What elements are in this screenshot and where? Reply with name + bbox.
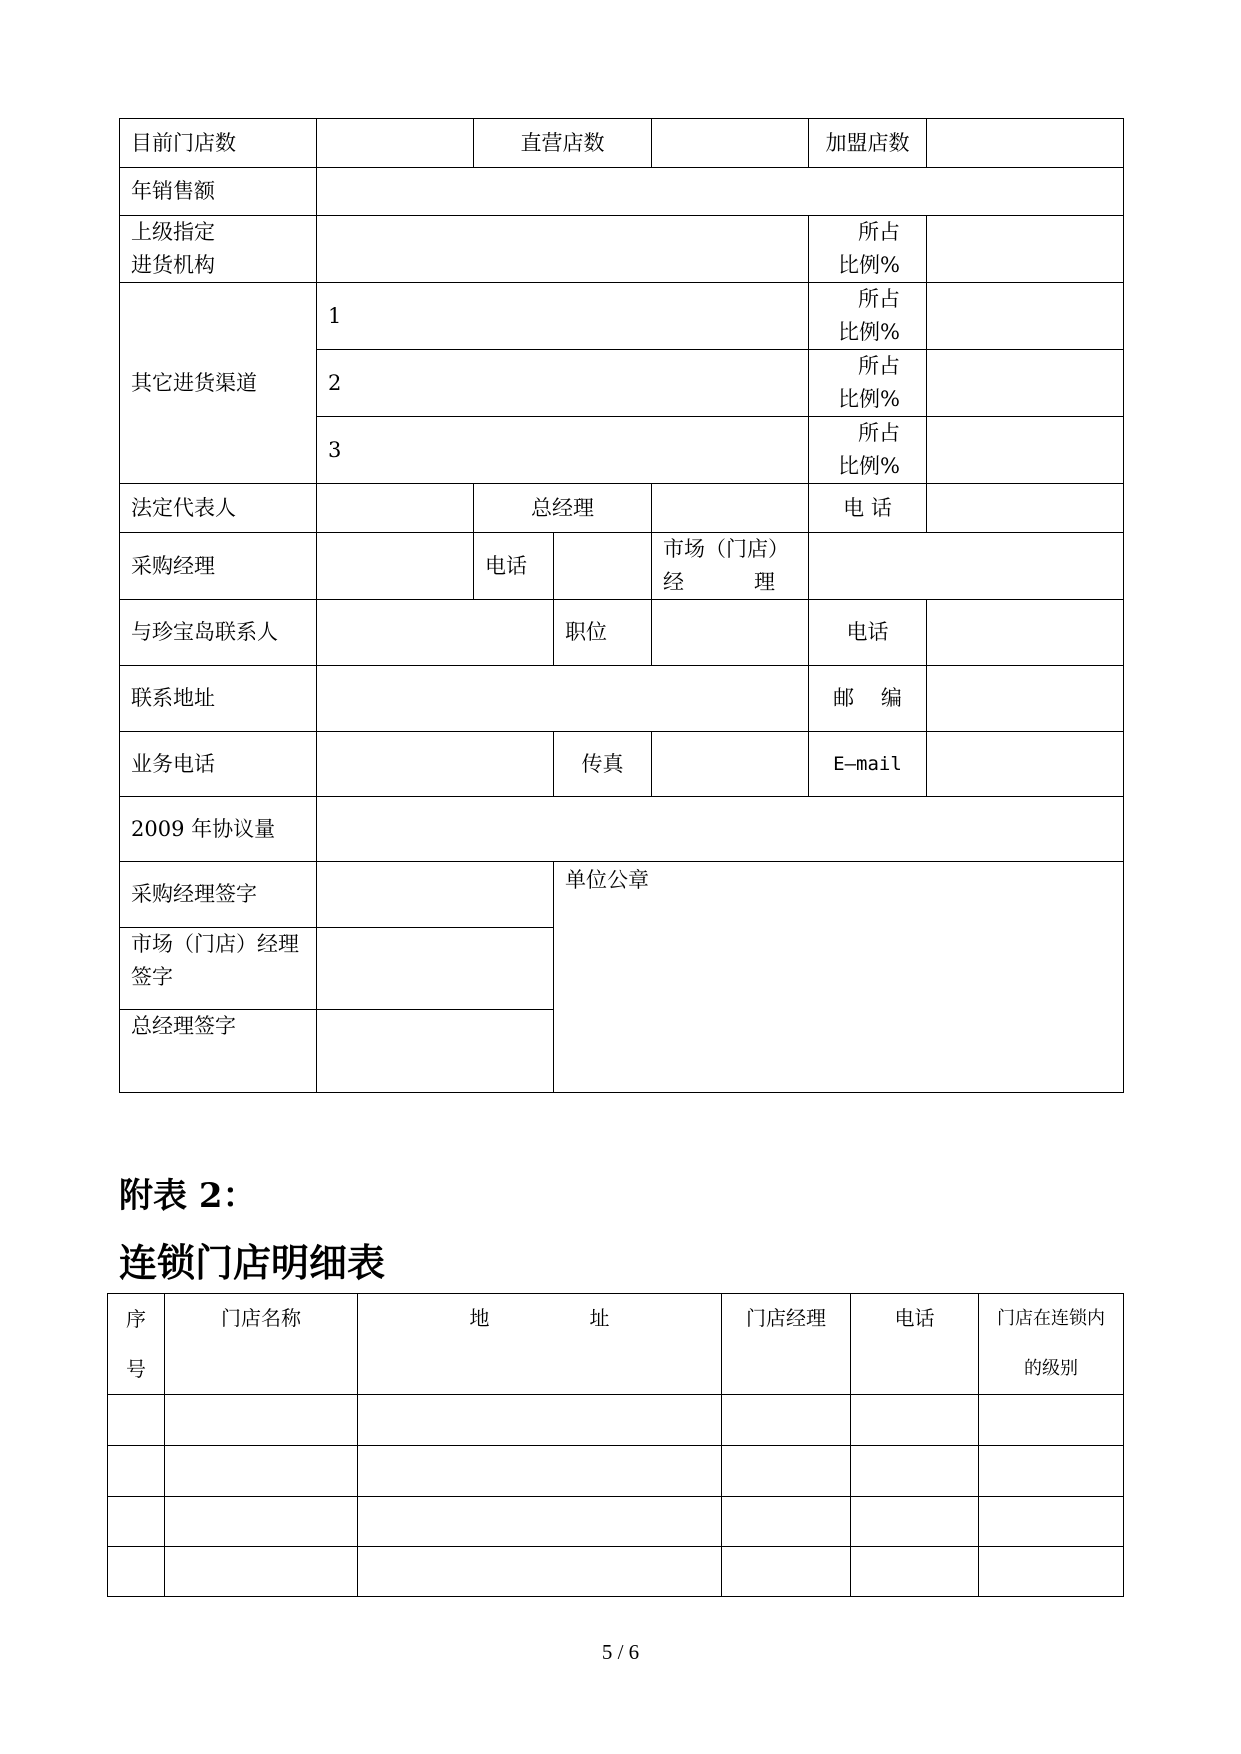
address-cell[interactable] <box>358 1547 722 1597</box>
contact-person-label: 与珍宝岛联系人 <box>120 600 317 666</box>
purchase-phone-label: 电话 <box>474 533 554 600</box>
channel-3-ratio-label: 所占 比例% <box>809 417 927 484</box>
channel-2-ratio-label: 所占 比例% <box>809 350 927 417</box>
address-cell[interactable] <box>358 1395 722 1446</box>
address-cell[interactable] <box>358 1497 722 1547</box>
purchase-manager-field[interactable] <box>317 533 474 600</box>
phone-cell[interactable] <box>851 1446 979 1497</box>
store-count-label: 目前门店数 <box>120 119 317 168</box>
phone-cell[interactable] <box>851 1497 979 1547</box>
channel-3-ratio-field[interactable] <box>927 417 1124 484</box>
franchise-store-count-field[interactable] <box>927 119 1124 168</box>
manager-cell[interactable] <box>722 1547 851 1597</box>
gm-sign-field[interactable] <box>317 1010 554 1093</box>
general-manager-label: 总经理 <box>474 484 652 533</box>
supplier-label: 上级指定 进货机构 <box>120 216 317 283</box>
purchase-phone-field[interactable] <box>554 533 652 600</box>
agreement-2009-field[interactable] <box>317 797 1124 862</box>
store-info-table <box>119 118 1124 1093</box>
position-field[interactable] <box>652 600 809 666</box>
purchase-manager-label: 采购经理 <box>120 533 317 600</box>
chain-store-table <box>107 1293 1124 1597</box>
channel-1-ratio-label: 所占 比例% <box>809 283 927 350</box>
phone-cell[interactable] <box>851 1547 979 1597</box>
contact-person-field[interactable] <box>317 600 554 666</box>
company-seal-label: 单位公章 <box>565 868 649 892</box>
legal-phone-label: 电 话 <box>809 484 927 533</box>
channel-1-ratio-field[interactable] <box>927 283 1124 350</box>
name-cell[interactable] <box>165 1446 358 1497</box>
col-manager-header: 门店经理 <box>722 1294 851 1395</box>
table-row <box>108 1446 1124 1497</box>
general-manager-field[interactable] <box>652 484 809 533</box>
col-address-header: 地 址 <box>358 1294 722 1395</box>
email-label: E—mail <box>809 732 927 797</box>
market-manager-label: 市场（门店） 经 理 <box>652 533 809 600</box>
contact-phone-field[interactable] <box>927 600 1124 666</box>
business-phone-label: 业务电话 <box>120 732 317 797</box>
name-cell[interactable] <box>165 1547 358 1597</box>
name-cell[interactable] <box>165 1497 358 1547</box>
other-channels-label: 其它进货渠道 <box>120 283 317 484</box>
level-cell[interactable] <box>979 1395 1124 1446</box>
manager-cell[interactable] <box>722 1446 851 1497</box>
supplier-ratio-field[interactable] <box>927 216 1124 283</box>
seq-cell[interactable] <box>108 1395 165 1446</box>
channel-2-ratio-field[interactable] <box>927 350 1124 417</box>
phone-cell[interactable] <box>851 1395 979 1446</box>
postcode-field[interactable] <box>927 666 1124 732</box>
seq-cell[interactable] <box>108 1446 165 1497</box>
name-cell[interactable] <box>165 1395 358 1446</box>
business-phone-field[interactable] <box>317 732 554 797</box>
table-row <box>108 1395 1124 1446</box>
page-number: 5 / 6 <box>601 1640 640 1664</box>
chain-title: 连锁门店明细表 <box>119 1240 386 1285</box>
postcode-label: 邮 编 <box>809 666 927 732</box>
seq-cell[interactable] <box>108 1497 165 1547</box>
manager-cell[interactable] <box>722 1395 851 1446</box>
table-row <box>108 1497 1124 1547</box>
level-cell[interactable] <box>979 1446 1124 1497</box>
fax-label: 传真 <box>554 732 652 797</box>
gm-sign-label: 总经理签字 <box>120 1010 317 1093</box>
address-cell[interactable] <box>358 1446 722 1497</box>
col-level-header: 门店在连锁内 的级别 <box>979 1294 1124 1395</box>
contact-phone-label: 电话 <box>809 600 927 666</box>
legal-rep-label: 法定代表人 <box>120 484 317 533</box>
purchase-manager-sign-label: 采购经理签字 <box>120 862 317 928</box>
annual-sales-label: 年销售额 <box>120 168 317 216</box>
channel-1-field[interactable]: 1 <box>317 283 809 350</box>
supplier-ratio-label: 所占 比例% <box>809 216 927 283</box>
appendix-label: 附表 2： <box>119 1176 257 1216</box>
direct-store-count-label: 直营店数 <box>474 119 652 168</box>
market-manager-field[interactable] <box>809 533 1124 600</box>
company-seal-area[interactable] <box>554 862 1124 1093</box>
legal-rep-field[interactable] <box>317 484 474 533</box>
col-name-header: 门店名称 <box>165 1294 358 1395</box>
franchise-store-count-label: 加盟店数 <box>809 119 927 168</box>
col-seq-header: 序 号 <box>108 1294 165 1395</box>
position-label: 职位 <box>554 600 652 666</box>
agreement-2009-label: 2009 年协议量 <box>120 797 317 862</box>
store-count-field[interactable] <box>317 119 474 168</box>
email-field[interactable] <box>927 732 1124 797</box>
col-phone-header: 电话 <box>851 1294 979 1395</box>
annual-sales-field[interactable] <box>317 168 1124 216</box>
channel-3-field[interactable]: 3 <box>317 417 809 484</box>
channel-2-field[interactable]: 2 <box>317 350 809 417</box>
address-label: 联系地址 <box>120 666 317 732</box>
market-sign-label: 市场（门店）经理 签字 <box>120 928 317 1010</box>
level-cell[interactable] <box>979 1547 1124 1597</box>
manager-cell[interactable] <box>722 1497 851 1547</box>
legal-phone-field[interactable] <box>927 484 1124 533</box>
level-cell[interactable] <box>979 1497 1124 1547</box>
seq-cell[interactable] <box>108 1547 165 1597</box>
address-field[interactable] <box>317 666 809 732</box>
supplier-field[interactable] <box>317 216 809 283</box>
market-sign-field[interactable] <box>317 928 554 1010</box>
table-row <box>108 1547 1124 1597</box>
purchase-manager-sign-field[interactable] <box>317 862 554 928</box>
direct-store-count-field[interactable] <box>652 119 809 168</box>
fax-field[interactable] <box>652 732 809 797</box>
